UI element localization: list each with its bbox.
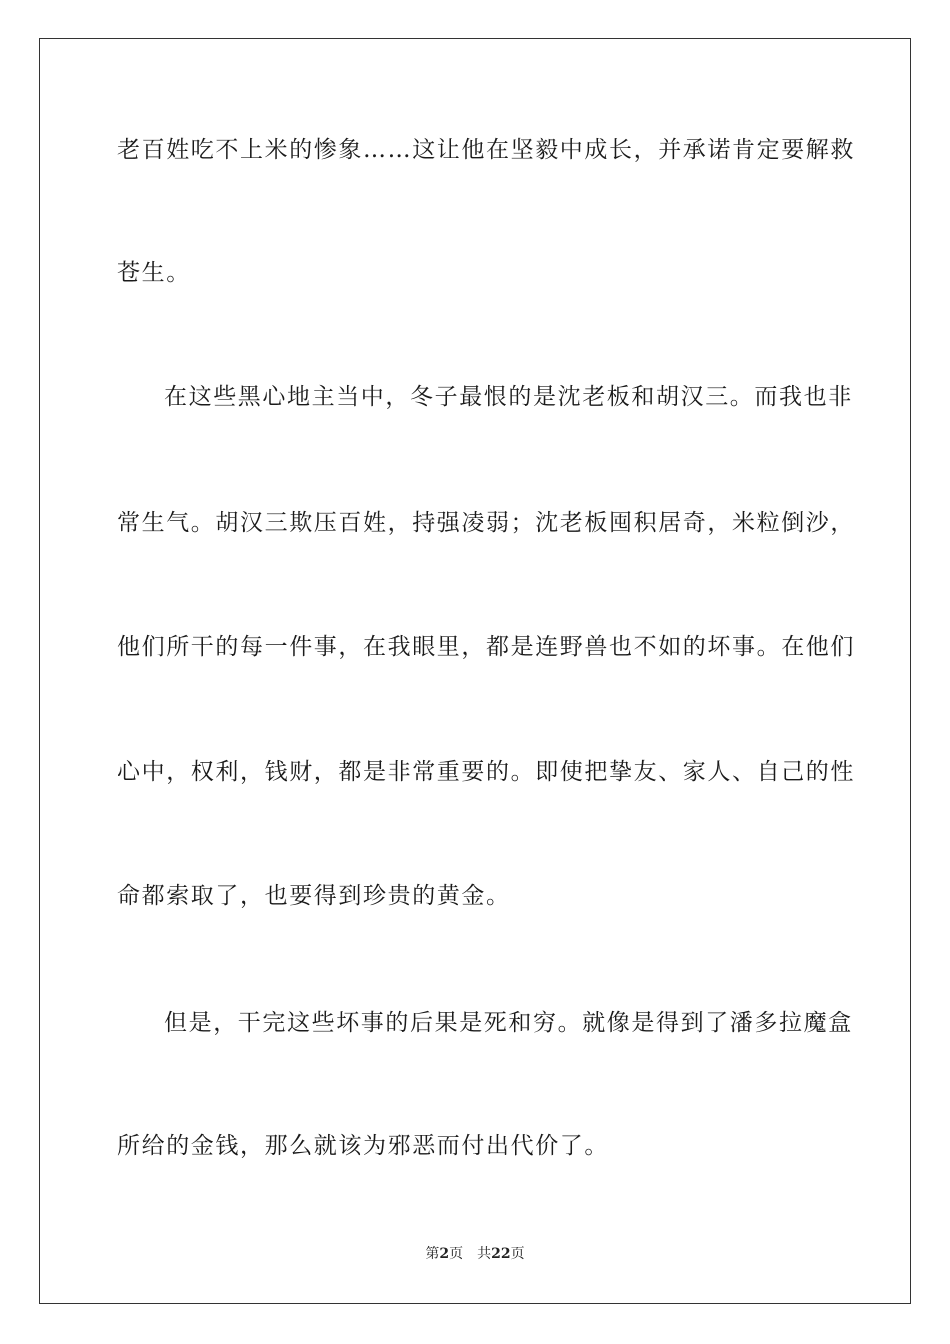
text-line: 常生气。胡汉三欺压百姓，持强凌弱；沈老板囤积居奇，米粒倒沙，	[117, 510, 855, 536]
text-line: 心中，权利，钱财，都是非常重要的。即使把挚友、家人、自己的性	[117, 759, 855, 785]
page-prefix: 第	[425, 1246, 440, 1262]
page-suffix: 页	[449, 1246, 464, 1262]
page-footer	[0, 1245, 950, 1263]
total-suffix: 页	[510, 1246, 525, 1262]
text-line: 苍生。	[117, 260, 191, 286]
text-line: 命都索取了，也要得到珍贵的黄金。	[117, 883, 511, 909]
total-pages: 22	[491, 1246, 511, 1262]
text-line: 所给的金钱，那么就该为邪恶而付出代价了。	[117, 1133, 609, 1159]
text-line: 老百姓吃不上米的惨象……这让他在坚毅中成长，并承诺肯定要解救	[117, 137, 855, 163]
paragraph-first-line: 但是，干完这些坏事的后果是死和穷。就像是得到了潘多拉魔盒	[164, 1010, 853, 1036]
text-line: 他们所干的每一件事，在我眼里，都是连野兽也不如的坏事。在他们	[117, 634, 855, 660]
page-border	[39, 38, 911, 1304]
paragraph-first-line: 在这些黑心地主当中，冬子最恨的是沈老板和胡汉三。而我也非	[164, 384, 853, 410]
page-number: 2	[439, 1246, 450, 1262]
total-prefix: 共	[477, 1246, 492, 1262]
